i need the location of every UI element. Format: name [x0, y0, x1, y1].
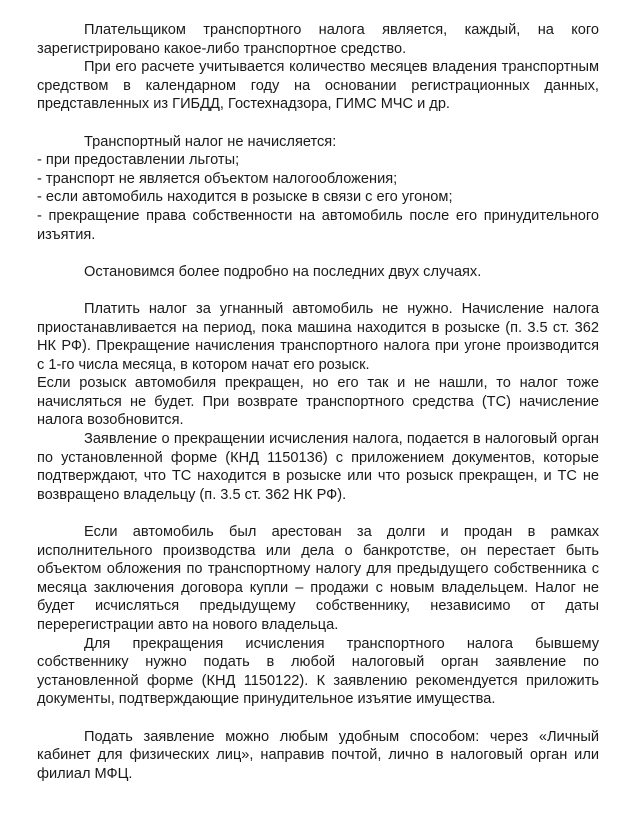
paragraph-detail-intro: Остановимся более подробно на последних двух случаях. [84, 263, 482, 280]
spacer [37, 114, 599, 133]
list-item: - транспорт не является объектом налогообложения; [37, 170, 398, 187]
paragraph-search-stopped: Если розыск автомобиля прекращен, но его так и не нашли, то налог тоже начисляться не будет. При возврате транспортного средства (ТС) начисление налога возобновится. [37, 375, 599, 429]
spacer [37, 504, 599, 523]
paragraph-application-1150122: Для прекращения исчисления транспортного налога бывшему собственнику нужно подать в любой налоговый орган заявление по установленной форме (КНД 1150122). К заявлению рекомендуется приложить документы, подтверждающие принудительное изъятие имущества. [37, 635, 599, 708]
document-body [37, 21, 599, 783]
spacer [37, 281, 599, 300]
paragraph-arrested-car: Если автомобиль был арестован за долги и продан в рамках исполнительного производства или дела о банкротстве, он перестает быть объектом обложения по транспортному налогу для предыдущего собственника с месяца заключения договора купли – продажи с новым владельцем. Налог не будет исчисляться предыдущему собственнику, независимо от даты перерегистрации авто на нового владельца. [37, 524, 599, 633]
spacer [37, 709, 599, 728]
list-item: - если автомобиль находится в розыске в связи с его угоном; [37, 189, 453, 206]
paragraph-taxpayer: Плательщиком транспортного налога является, каждый, на кого зарегистрировано какое-либо транспортное средство. [37, 22, 599, 57]
spacer [37, 244, 599, 263]
list-item: - прекращение права собственности на автомобиль после его принудительного изъятия. [37, 207, 599, 243]
paragraph-submission-methods: Подать заявление можно любым удобным способом: через «Личный кабинет для физических лиц», направив почтой, лично в налоговый орган или филиал МФЦ. [37, 728, 599, 782]
paragraph-calculation: При его расчете учитывается количество месяцев владения транспортным средством в календарном году на основании регистрационных данных, представленных из ГИБДД, Гостехнадзора, ГИМС МЧС и др. [37, 59, 599, 113]
paragraph-stolen-car: Платить налог за угнанный автомобиль не нужно. Начисление налога приостанавливается на период, пока машина находится в розыске (п. 3.5 ст. 362 НК РФ). Прекращение начисления транспортного налога при угоне производится с 1-го числа месяца, в котором начат его розыск. [37, 300, 599, 373]
list-item: - при предоставлении льготы; [37, 152, 240, 169]
paragraph-not-charged: Транспортный налог не начисляется: [84, 133, 337, 150]
paragraph-application-1150136: Заявление о прекращении исчисления налога, подается в налоговый орган по установленной форме (КНД 1150136) с приложением документов, которые подтверждают, что ТС находится в розыске или что розыск прекращен, и ТС не возвращено владельцу (п. 3.5 ст. 362 НК РФ). [37, 431, 599, 503]
